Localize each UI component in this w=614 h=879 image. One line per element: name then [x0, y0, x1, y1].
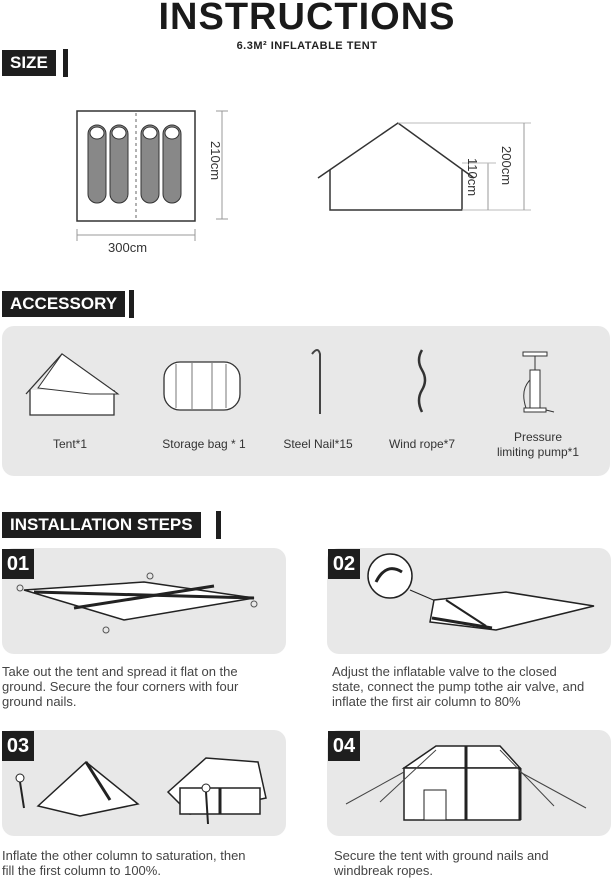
flat-tent-illustration: [14, 568, 280, 638]
page-subtitle: 6.3M² INFLATABLE TENT: [236, 40, 378, 52]
depth-dimension: 210cm: [208, 141, 223, 181]
step-text-line: windbreak ropes.: [334, 863, 433, 878]
step-number: 04: [328, 731, 360, 761]
inflating-columns-illustration: [10, 752, 280, 832]
pump-label-line1: Pressure: [513, 430, 563, 444]
step-text-line: ground. Secure the four corners with four: [2, 679, 239, 694]
page-title: INSTRUCTIONS: [158, 0, 456, 38]
section-divider: [129, 290, 134, 318]
tent-icon: [24, 352, 120, 418]
storage-bag-icon: [162, 358, 242, 414]
section-divider: [63, 49, 68, 77]
step-text-line: Adjust the inflatable valve to the closed: [332, 664, 557, 679]
wind-rope-icon: [412, 348, 432, 416]
width-dimension: 300cm: [108, 240, 148, 255]
step-text-line: Inflate the other column to saturation, then: [2, 848, 246, 863]
step-text-line: Secure the tent with ground nails and: [334, 848, 549, 863]
total-height-dimension: 200cm: [499, 146, 514, 186]
step-text-line: state, connect the pump tothe air valve, and: [332, 679, 585, 694]
inflating-tent-illustration: [366, 552, 606, 642]
step-number: 01: [2, 549, 34, 579]
secured-tent-illustration: [340, 742, 600, 832]
step-number: 03: [2, 731, 34, 761]
step-text-line: ground nails.: [2, 694, 77, 709]
pump-label-line2: limiting pump*1: [496, 445, 580, 459]
accessory-label: Steel Nail*15: [283, 437, 353, 451]
section-title-accessory: ACCESSORY: [2, 291, 125, 317]
side-elevation-diagram: [316, 118, 556, 218]
step-text-line: Take out the tent and spread it flat on the: [2, 664, 238, 679]
step-description: [334, 848, 610, 878]
section-divider: [216, 511, 221, 539]
accessory-label: Tent*1: [52, 437, 88, 451]
step-text-line: fill the first column to 100%.: [2, 863, 161, 878]
step-number: 02: [328, 549, 360, 579]
step-description: [332, 664, 614, 709]
steel-nail-icon: [308, 348, 328, 416]
step-text-line: inflate the first air column to 80%: [332, 694, 521, 709]
pump-icon: [518, 350, 558, 416]
accessory-label: Wind rope*7: [388, 437, 456, 451]
step-description: [2, 664, 292, 709]
wall-height-dimension: 110cm: [465, 158, 480, 197]
accessory-label: Storage bag * 1: [162, 437, 246, 451]
section-title-size: SIZE: [2, 50, 56, 76]
section-title-installation: INSTALLATION STEPS: [2, 512, 201, 538]
accessory-label-pump: [482, 430, 594, 460]
step-description: [2, 848, 294, 878]
